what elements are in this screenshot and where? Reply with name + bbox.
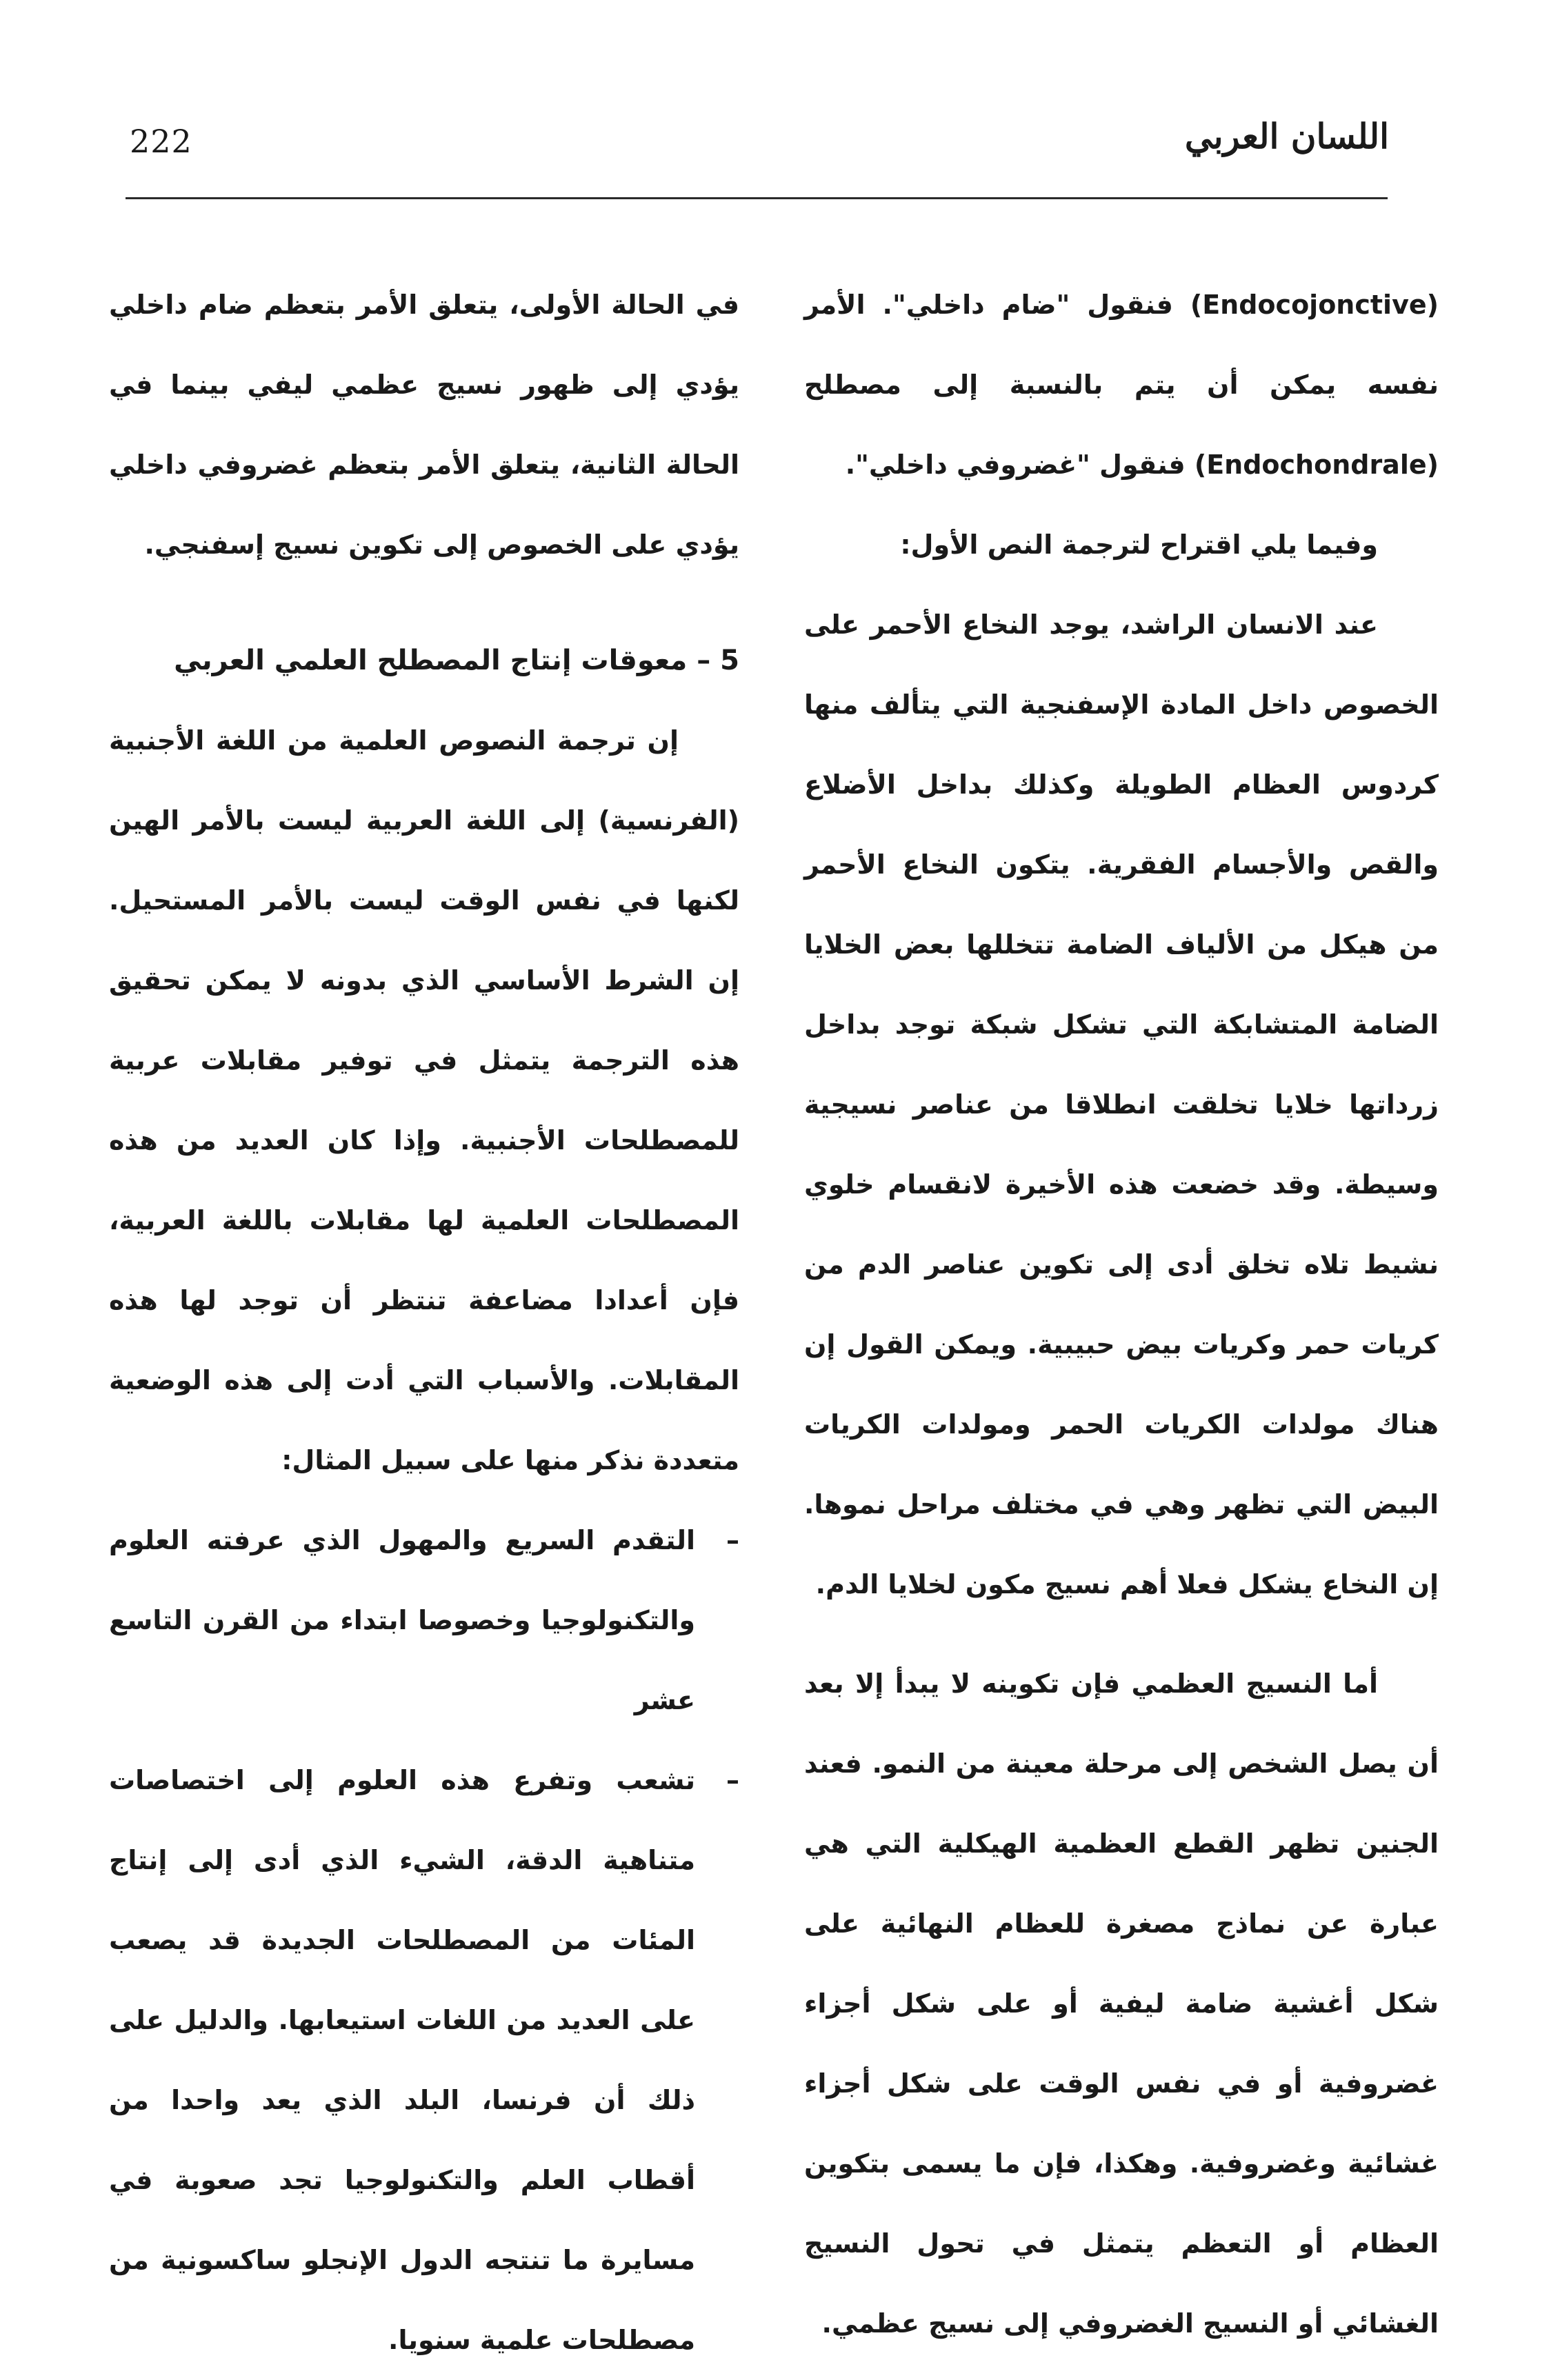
paragraph-intro-translation: وفيما يلي اقتراح لترجمة النص الأول: bbox=[900, 530, 1378, 560]
right-column bbox=[804, 265, 1439, 2363]
bullet-marker: – bbox=[726, 1765, 739, 1795]
bullet-marker: – bbox=[726, 1525, 739, 1555]
list-item bbox=[109, 1740, 739, 2380]
paragraph-red-marrow: عند الانسان الراشد، يوجد النخاع الأحمر على الخصوص داخل المادة الإسفنجية التي يتألف منها كردوس العظام الطويلة وكذلك بداخل الأضلاع والقص والأجسام الفقرية. يتكون النخاع الأحمر من هيكل من الألياف الضامة تتخللها بعض الخلايا الضامة المتشابكة التي تشكل شبكة توجد بداخل زرداتها خلايا تخلقت انطلاقا من عناصر نسيجية وسيطة. وقد خضعت هذه الأخيرة لانقسام خلوي نشيط تلاه تخلق أدى إلى تكوين عناصر الدم من كريات حمر وكريات بيض حبيبية. ويمكن القول إن هناك مولدات الكريات الحمر ومولدات الكريات البيض التي تظهر وهي في مختلف مراحل نموها. إن النخاع يشكل فعلا أهم نسيج مكون لخلايا الدم. bbox=[804, 609, 1439, 1600]
section-heading: 5 – معوقات إنتاج المصطلح العلمي العربي bbox=[174, 645, 739, 676]
left-column bbox=[109, 265, 739, 2380]
paragraph-bone-tissue: أما النسيج العظمي فإن تكوينه لا يبدأ إلا بعد أن يصل الشخص إلى مرحلة معينة من النمو. فعند الجنين تظهر القطع العظمية الهيكلية التي هي عبارة عن نماذج مصغرة للعظام النهائية على شكل أغشية ضامة ليفية أو على شكل أجزاء غضروفية أو في نفس الوقت على شكل أجزاء غشائية وغضروفية. وهكذا، فإن ما يسمى بتكوين العظام أو التعظم يتمثل في تحول النسيج الغشائي أو النسيج الغضروفي إلى نسيج عظمي. bbox=[804, 1668, 1439, 2339]
journal-title-logo: اللسان العربي bbox=[1184, 116, 1389, 157]
paragraph-continuation: (Endocojonctive) فنقول "ضام داخلي". الأمر نفسه يمكن أن يتم بالنسبة إلى مصطلح (Endochondrale) فنقول "غضروفي داخلي". bbox=[804, 290, 1439, 480]
list-item bbox=[109, 1500, 739, 1740]
page-number: 222 bbox=[130, 123, 192, 160]
paragraph-ossification: في الحالة الأولى، يتعلق الأمر بتعظم ضام داخلي يؤدي إلى ظهور نسيج عظمي ليفي بينما في الحالة الثانية، يتعلق الأمر بتعظم غضروفي داخلي يؤدي على الخصوص إلى تكوين نسيج إسفنجي. bbox=[109, 290, 739, 560]
list-item-text: التقدم السريع والمهول الذي عرفته العلوم والتكنولوجيا وخصوصا ابتداء من القرن التاسع عشر bbox=[109, 1525, 695, 1715]
list-item-text: تشعب وتفرع هذه العلوم إلى اختصاصات متناهية الدقة، الشيء الذي أدى إلى إنتاج المئات من المصطلحات الجديدة قد يصعب على العديد من اللغات استيعابها. والدليل على ذلك أن فرنسا، البلد الذي يعد واحدا من أقطاب العلم والتكنولوجيا تجد صعوبة في مسايرة ما تنتجه الدول الإنجلو ساكسونية من مصطلحات علمية سنويا. bbox=[109, 1765, 695, 2355]
paragraph-obstacles: إن ترجمة النصوص العلمية من اللغة الأجنبية (الفرنسية) إلى اللغة العربية ليست بالأمر الهين لكنها في نفس الوقت ليست بالأمر المستحيل. إن الشرط الأساسي الذي بدونه لا يمكن تحقيق هذه الترجمة يتمثل في توفير مقابلات عربية للمصطلحات الأجنبية. وإذا كان العديد من هذه المصطلحات العلمية لها مقابلات باللغة العربية، فإن أعدادا مضاعفة تنتظر أن توجد لها هذه المقابلات. والأسباب التي أدت إلى هذه الوضعية متعددة نذكر منها على سبيل المثال: bbox=[109, 725, 739, 1475]
header-divider bbox=[126, 197, 1388, 199]
